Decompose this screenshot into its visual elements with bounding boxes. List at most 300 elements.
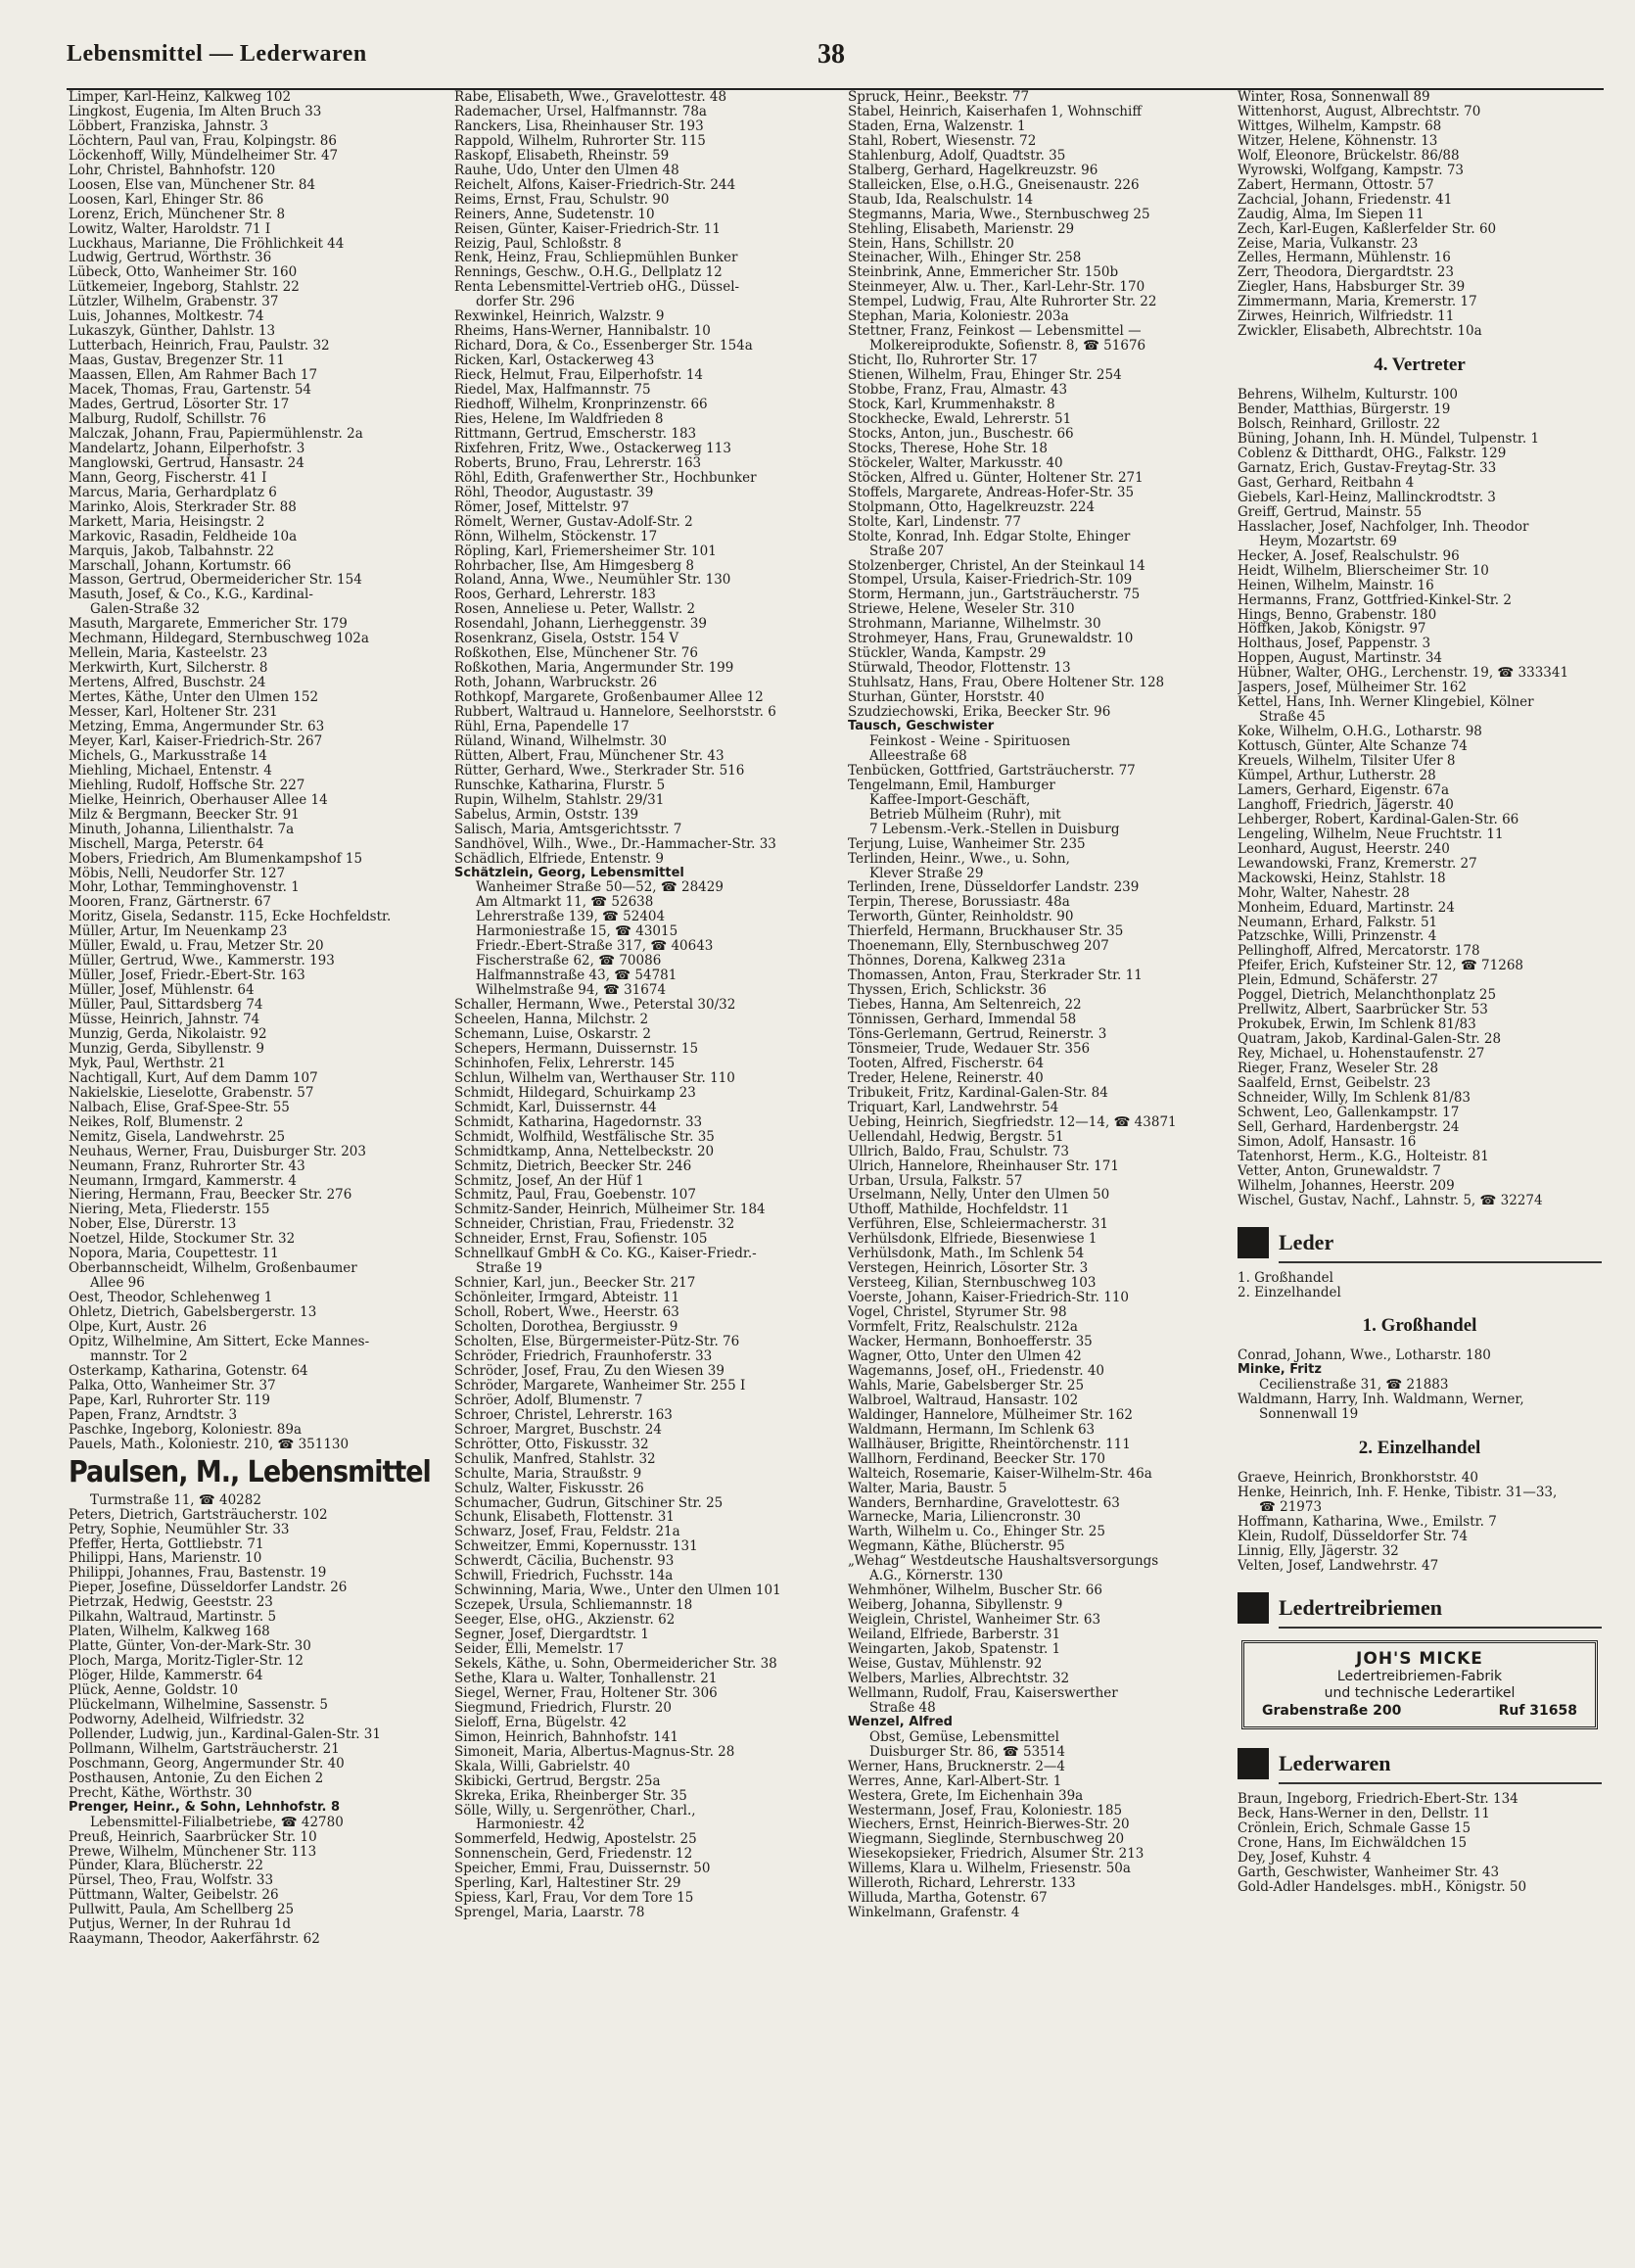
subsection-title: 1. Großhandel [1362, 1315, 1477, 1337]
list-block [1238, 1471, 1602, 1574]
list-item: Roßkothen, Else, Münchener Str. 76 [454, 646, 698, 662]
list-item: Rühl, Erna, Papendelle 17 [454, 719, 630, 734]
list-item: Poggel, Dietrich, Melanchthonplatz 25 [1238, 987, 1497, 1004]
list-item: Wolf, Eleonore, Brückelstr. 86/88 [1238, 147, 1460, 164]
list-item: Rey, Michael, u. Hohenstaufenstr. 27 [1238, 1046, 1485, 1063]
list-item: Stürwald, Theodor, Flottenstr. 13 [848, 661, 1071, 677]
list-item: Jaspers, Josef, Mülheimer Str. 162 [1238, 680, 1467, 696]
list-item: Reisen, Günter, Kaiser-Friedrich-Str. 11 [454, 221, 721, 237]
list-item: Simoneit, Maria, Albertus-Magnus-Str. 28 [454, 1744, 735, 1760]
list-item: Stempel, Ludwig, Frau, Alte Ruhrorter Str. 22 [848, 295, 1157, 310]
running-head: Lebensmittel — Lederwaren [67, 41, 367, 67]
list-item: Wyrowski, Wolfgang, Kampstr. 73 [1238, 162, 1465, 178]
list-item: Schlun, Wilhelm van, Werthauser Str. 110 [454, 1070, 735, 1086]
list-block [1238, 1792, 1602, 1895]
list-item: Quatram, Jakob, Kardinal-Galen-Str. 28 [1238, 1031, 1502, 1048]
list-item: Stocks, Anton, jun., Buschestr. 66 [848, 426, 1074, 442]
list-item: Stolzenberger, Christel, An der Steinkaul 14 [848, 558, 1145, 574]
list-item: Vormfelt, Fritz, Realschulstr. 212a [848, 1320, 1078, 1336]
list-item: Rosenkranz, Gisela, Oststr. 154 V [454, 632, 679, 647]
list-item: Tribukeit, Fritz, Kardinal-Galen-Str. 84 [848, 1085, 1108, 1101]
list-item: Terlinden, Irene, Düsseldorfer Landstr. 239 [848, 880, 1140, 896]
list-item: Zaudig, Alma, Im Siepen 11 [1238, 206, 1425, 222]
list-item: Mohr, Lothar, Temminghovenstr. 1 [69, 880, 300, 896]
list-item: Marcus, Maria, Gerhardplatz 6 [69, 485, 277, 500]
list-item: Schmitz, Paul, Frau, Goebenstr. 107 [454, 1188, 696, 1204]
list-item: Löbbert, Franziska, Jahnstr. 3 [69, 118, 268, 134]
list-item: Schmitz-Sander, Heinrich, Mülheimer Str. 184 [454, 1203, 766, 1218]
list-item: Wahls, Marie, Gabelsberger Str. 25 [848, 1378, 1085, 1394]
list-item: Minuth, Johanna, Lilienthalstr. 7a [69, 822, 295, 837]
list-item: Ludwig, Gertrud, Wörthstr. 36 [69, 251, 272, 266]
list-item: Rheims, Hans-Werner, Hannibalstr. 10 [454, 324, 711, 340]
list-item: Weiglein, Christel, Wanheimer Str. 63 [848, 1613, 1101, 1629]
list-item: Rönn, Wilhelm, Stöckenstr. 17 [454, 529, 658, 544]
list-item: Neuhaus, Werner, Frau, Duisburger Str. 203 [69, 1144, 366, 1159]
list-item: Stolte, Konrad, Inh. Edgar Stolte, Ehinger [848, 529, 1131, 544]
list-item: Stöcken, Alfred u. Günter, Holtener Str. 271 [848, 470, 1144, 486]
ad-contact [1252, 1704, 1587, 1719]
list-item: Salisch, Maria, Amtsgerichtsstr. 7 [454, 822, 682, 837]
list-item: Römelt, Werner, Gustav-Adolf-Str. 2 [454, 514, 693, 530]
list-item: Masuth, Margarete, Emmericher Str. 179 [69, 617, 348, 633]
list-item: Mobers, Friedrich, Am Blumenkampshof 15 [69, 851, 363, 867]
list-item: Zachcial, Johann, Friedenstr. 41 [1238, 191, 1453, 208]
list-item: Podworny, Adelheid, Wilfriedstr. 32 [69, 1712, 305, 1727]
list-item: Fischerstraße 62, ☎ 70086 [476, 954, 662, 969]
list-item: Stegmanns, Maria, Wwe., Sternbuschweg 25 [848, 207, 1150, 222]
list-item: Precht, Käthe, Wörthstr. 30 [69, 1785, 253, 1801]
list-item: Nopora, Maria, Coupettestr. 11 [69, 1247, 279, 1262]
list-item: Rixfehren, Fritz, Wwe., Ostackerweg 113 [454, 441, 731, 456]
list-item: Allee 96 [90, 1276, 145, 1292]
ad-phone: Ruf 31658 [1498, 1702, 1577, 1719]
list-item: „Wehag“ Westdeutsche Haushaltsversorgungs [848, 1554, 1159, 1570]
list-item: Poschmann, Georg, Angermunder Str. 40 [69, 1756, 345, 1772]
list-item: Triquart, Karl, Landwehrstr. 54 [848, 1100, 1059, 1115]
list-block [1238, 90, 1602, 339]
list-item: Wilhelmstraße 94, ☎ 31674 [476, 983, 667, 999]
list-item: Sczepek, Ursula, Schliemannstr. 18 [454, 1598, 693, 1614]
list-item: Müller, Gertrud, Wwe., Kammerstr. 193 [69, 954, 335, 969]
list-item: Tengelmann, Emil, Hamburger [848, 778, 1055, 793]
list-item: Rauhe, Udo, Unter den Ulmen 48 [454, 163, 679, 178]
list-item: Schunk, Elisabeth, Flottenstr. 31 [454, 1510, 675, 1526]
list-item: Malburg, Rudolf, Schillstr. 76 [69, 411, 266, 427]
list-item: Harmoniestraße 15, ☎ 43015 [476, 924, 678, 940]
list-item: Wilhelm, Johannes, Heerstr. 209 [1238, 1177, 1455, 1194]
list-item: Weiland, Elfriede, Barberstr. 31 [848, 1628, 1061, 1643]
list-item: Müller, Ewald, u. Frau, Metzer Str. 20 [69, 939, 324, 955]
list-item: Markett, Maria, Heisingstr. 2 [69, 514, 265, 530]
list-item: Monheim, Eduard, Martinstr. 24 [1238, 899, 1455, 916]
list-item: Püttmann, Walter, Geibelstr. 26 [69, 1888, 279, 1904]
list-item: Terlinden, Heinr., Wwe., u. Sohn, [848, 851, 1070, 867]
list-item: Milz & Bergmann, Beecker Str. 91 [69, 807, 300, 823]
list-item: Straße 19 [476, 1261, 542, 1277]
list-item: Stehling, Elisabeth, Marienstr. 29 [848, 221, 1075, 237]
list-item: Schwinning, Maria, Wwe., Unter den Ulmen 101 [454, 1583, 781, 1599]
list-item: Ploch, Marga, Moritz-Tigler-Str. 12 [69, 1654, 304, 1670]
list-item: Tenbücken, Gottfried, Gartsträucherstr. 77 [848, 763, 1136, 779]
list-item: Schmidt, Karl, Duissernstr. 44 [454, 1100, 657, 1115]
list-item: Schulte, Maria, Straußstr. 9 [454, 1466, 642, 1482]
list-item: Stoffels, Margarete, Andreas-Hofer-Str. 35 [848, 485, 1135, 500]
list-item: Mackowski, Heinz, Stahlstr. 18 [1238, 870, 1446, 886]
list-item: Sperling, Karl, Haltestiner Str. 29 [454, 1876, 681, 1892]
list-item: Sabelus, Armin, Oststr. 139 [454, 807, 639, 823]
divider [1279, 1627, 1602, 1629]
list-item: Prenger, Heinr., & Sohn, Lehnhofstr. 8 [69, 1800, 341, 1815]
list-item: Linnig, Elly, Jägerstr. 32 [1238, 1543, 1399, 1560]
list-item: Riedel, Max, Halfmannstr. 75 [454, 383, 651, 399]
list-item: Mann, Georg, Fischerstr. 41 I [69, 470, 267, 486]
list-item: Sekels, Käthe, u. Sohn, Obermeidericher Str. 38 [454, 1656, 777, 1672]
list-item: Tausch, Geschwister [848, 719, 995, 733]
list-item: Werres, Änne, Karl-Albert-Str. 1 [848, 1773, 1062, 1789]
ad-line: und technische Lederartikel [1324, 1684, 1516, 1701]
list-item: Loosen, Karl, Ehinger Str. 86 [69, 192, 264, 208]
list-item: Ries, Helene, Im Waldfrieden 8 [454, 411, 664, 427]
list-item: Winkelmann, Grafenstr. 4 [848, 1906, 1020, 1921]
list-item: Thyssen, Erich, Schlickstr. 36 [848, 983, 1047, 999]
list-item: Lützler, Wilhelm, Grabenstr. 37 [69, 295, 279, 310]
list-item: Verführen, Else, Schleiermacherstr. 31 [848, 1217, 1108, 1233]
list-item: Hübner, Walter, OHG., Lerchenstr. 19, ☎ 333341 [1238, 665, 1569, 682]
list-item: Pollender, Ludwig, jun., Kardinal-Galen-Str. 31 [69, 1726, 381, 1742]
list-item: Werner, Hans, Brucknerstr. 2—4 [848, 1759, 1066, 1774]
list-item: Duisburger Str. 86, ☎ 53514 [869, 1744, 1065, 1760]
list-item: Munzig, Gerda, Nikolaistr. 92 [69, 1027, 267, 1042]
list-item: Bolsch, Reinhard, Grillostr. 22 [1238, 416, 1441, 433]
list-item: Schröder, Margarete, Wanheimer Str. 255 I [454, 1378, 746, 1394]
list-item: Koke, Wilhelm, O.H.G., Lotharstr. 98 [1238, 724, 1482, 740]
list-item: Stock, Karl, Krummenhakstr. 8 [848, 398, 1055, 412]
list-item: Braun, Ingeborg, Friedrich-Ebert-Str. 134 [1238, 1791, 1518, 1807]
list-item: Schröer, Adolf, Blumenstr. 7 [454, 1393, 643, 1408]
list-item: Hoppen, August, Martinstr. 34 [1238, 650, 1443, 667]
list-item: Thoenemann, Elly, Sternbuschweg 207 [848, 939, 1109, 955]
list-item: Verhülsdonk, Elfriede, Biesenwiese 1 [848, 1232, 1098, 1248]
ad-company: JOH'S MICKE [1356, 1648, 1483, 1669]
list-item: Müller, Artur, Im Neuenkamp 23 [69, 924, 288, 940]
list-item: Mooren, Franz, Gärtnerstr. 67 [69, 895, 271, 911]
list-item: Zerr, Theodora, Diergardtstr. 23 [1238, 264, 1454, 281]
list-item: Vogel, Christel, Styrumer Str. 98 [848, 1305, 1067, 1321]
list-item: Willeroth, Richard, Lehrerstr. 133 [848, 1876, 1076, 1892]
list-item: Klever Straße 29 [869, 866, 984, 881]
list-item: Skala, Willi, Gabrielstr. 40 [454, 1759, 631, 1774]
list-item: Rademacher, Ursel, Halfmannstr. 78a [454, 104, 707, 119]
list-item: Stalberg, Gerhard, Hagelkreuzstr. 96 [848, 163, 1098, 178]
list-item: Wanders, Bernhardine, Gravelottestr. 63 [848, 1495, 1120, 1511]
list-item: Pfeifer, Erich, Kufsteiner Str. 12, ☎ 71268 [1238, 958, 1523, 974]
list-item: Waldmann, Hermann, Im Schlenk 63 [848, 1422, 1096, 1438]
list-item: Renta Lebensmittel-Vertrieb oHG., Düssel- [454, 280, 740, 296]
list-item: Zech, Karl-Eugen, Kaßlerfelder Str. 60 [1238, 220, 1497, 237]
list-item: Pullwitt, Paula, Am Schellberg 25 [69, 1903, 295, 1918]
list-item: Schnellkauf GmbH & Co. KG., Kaiser-Friedr.- [454, 1247, 757, 1262]
advertisement-box [1241, 1640, 1598, 1729]
list-item: Rubbert, Waltraud u. Hannelore, Seelhorststr. 6 [454, 705, 776, 720]
list-item: Maassen, Ellen, Am Rahmer Bach 17 [69, 368, 318, 384]
list-item: Schmitz, Josef, An der Hüf 1 [454, 1173, 644, 1189]
list-item: Oberbannscheidt, Wilhelm, Großenbaumer [69, 1261, 357, 1277]
list-item: Westermann, Josef, Frau, Koloniestr. 185 [848, 1803, 1123, 1819]
list-item: Beck, Hans-Werner in den, Dellstr. 11 [1238, 1805, 1490, 1821]
list-item: Scheelen, Hanna, Milchstr. 2 [454, 1013, 649, 1027]
list-item: Roßkothen, Maria, Angermunder Str. 199 [454, 661, 734, 677]
list-item: Kottusch, Günter, Alte Schanze 74 [1238, 738, 1468, 755]
divider [1279, 1261, 1602, 1263]
list-item: Wanheimer Straße 50—52, ☎ 28429 [476, 880, 724, 896]
list-item: Nemitz, Gisela, Landwehrstr. 25 [69, 1129, 286, 1145]
list-item: Wallhorn, Ferdinand, Beecker Str. 170 [848, 1451, 1105, 1467]
list-item: Prellwitz, Albert, Saarbrücker Str. 53 [1238, 1002, 1488, 1018]
list-item: Simon, Adolf, Hansastr. 16 [1238, 1133, 1417, 1150]
list-item: Merkwirth, Kurt, Silcherstr. 8 [69, 661, 268, 677]
list-item: Schaller, Hermann, Wwe., Peterstal 30/32 [454, 998, 736, 1014]
list-item: Minke, Fritz [1238, 1362, 1322, 1378]
list-item: Schroer, Christel, Lehrerstr. 163 [454, 1407, 673, 1423]
column-4 [1238, 90, 1602, 2268]
list-item: Luis, Johannes, Moltkestr. 74 [69, 309, 264, 325]
list-item: Halfmannstraße 43, ☎ 54781 [476, 969, 677, 984]
list-item: Spruck, Heinr., Beekstr. 77 [848, 90, 1030, 105]
list-item: Ohletz, Dietrich, Gabelsbergerstr. 13 [69, 1305, 317, 1321]
list-item: Uellendahl, Hedwig, Bergstr. 51 [848, 1129, 1064, 1145]
list-item: Tönnissen, Gerhard, Immendal 58 [848, 1013, 1077, 1027]
list-item: Raskopf, Elisabeth, Rheinstr. 59 [454, 148, 670, 164]
list-item: Schönleiter, Irmgard, Abteistr. 11 [454, 1291, 680, 1306]
list-item: Niering, Hermann, Frau, Beecker Str. 276 [69, 1188, 352, 1204]
list-item: Welbers, Marlies, Albrechtstr. 32 [848, 1671, 1070, 1686]
list-item: Schnier, Karl, jun., Beecker Str. 217 [454, 1276, 696, 1292]
list-item: Mades, Gertrud, Lösorter Str. 17 [69, 398, 290, 412]
section-marker-icon [1238, 1592, 1269, 1624]
list-item: Pfeffer, Herta, Gottliebstr. 71 [69, 1536, 264, 1552]
list-item: Wagner, Otto, Unter den Ulmen 42 [848, 1348, 1082, 1364]
list-item: Heidt, Wilhelm, Blierscheimer Str. 10 [1238, 562, 1489, 579]
list-item: Roos, Gerhard, Lehrerstr. 183 [454, 588, 656, 603]
list-item: Scholten, Dorothea, Bergiusstr. 9 [454, 1320, 678, 1336]
list-item: Pape, Karl, Ruhrorter Str. 119 [69, 1393, 270, 1408]
list-item: Noetzel, Hilde, Stockumer Str. 32 [69, 1232, 296, 1248]
list-item: Heym, Mozartstr. 69 [1259, 533, 1397, 549]
list-item: Molkereiprodukte, Sofienstr. 8, ☎ 51676 [869, 339, 1146, 354]
list-item: Schweitzer, Emmi, Kopernusstr. 131 [454, 1539, 698, 1555]
list-item: Bender, Matthias, Bürgerstr. 19 [1238, 402, 1451, 418]
list-item: Steinacher, Wilh., Ehinger Str. 258 [848, 251, 1082, 266]
list-item: Schulik, Manfred, Stahlstr. 32 [454, 1451, 656, 1467]
list-item: Wiesekopsieker, Friedrich, Alsumer Str. 213 [848, 1847, 1144, 1863]
list-item: Voerste, Johann, Kaiser-Friedrich-Str. 110 [848, 1291, 1129, 1306]
list-item: Sprengel, Maria, Laarstr. 78 [454, 1906, 645, 1921]
list-item: Rütten, Albert, Frau, Münchener Str. 43 [454, 748, 724, 764]
list-item: Reiners, Änne, Sudetenstr. 10 [454, 207, 655, 222]
list-item: Meyer, Karl, Kaiser-Friedrich-Str. 267 [69, 733, 323, 749]
list-item: Storm, Hermann, jun., Gartsträucherstr. 75 [848, 588, 1141, 603]
list-item: Schroer, Margret, Buschstr. 24 [454, 1422, 662, 1438]
section-ledertreibriemen [1238, 1591, 1602, 1625]
list-item: Conrad, Johann, Wwe., Lotharstr. 180 [1238, 1348, 1491, 1364]
page-header [67, 37, 1604, 90]
list-item: Schwerdt, Cäcilia, Buchenstr. 93 [454, 1554, 675, 1570]
list-item: Rohrbacher, Ilse, Am Himgesberg 8 [454, 558, 694, 574]
list-item: Verhülsdonk, Math., Im Schlenk 54 [848, 1247, 1085, 1262]
list-item: Lehrerstraße 139, ☎ 52404 [476, 910, 666, 925]
list-item: Moritz, Gisela, Sedanstr. 115, Ecke Hochfeldstr. [69, 910, 392, 925]
list-item: Müller, Josef, Mühlenstr. 64 [69, 983, 255, 999]
section-title: Leder [1279, 1229, 1334, 1254]
list-item: Plöger, Hilde, Kammerstr. 64 [69, 1669, 263, 1684]
list-item: Michels, G., Markusstraße 14 [69, 748, 267, 764]
list-item: Müller, Paul, Sittardsberg 74 [69, 998, 263, 1014]
list-item: Ullrich, Baldo, Frau, Schulstr. 73 [848, 1144, 1070, 1159]
list-item: Limper, Karl-Heinz, Kalkweg 102 [69, 90, 292, 105]
list-item: Walbroel, Waltraud, Hansastr. 102 [848, 1393, 1079, 1408]
list-item: Lutterbach, Heinrich, Frau, Paulstr. 32 [69, 339, 330, 354]
list-item: Osterkamp, Katharina, Gotenstr. 64 [69, 1363, 308, 1379]
list-block [1238, 1271, 1602, 1300]
list-item: Schröder, Josef, Frau, Zu den Wiesen 39 [454, 1363, 724, 1379]
list-item: Tönsmeier, Trude, Wedauer Str. 356 [848, 1041, 1091, 1057]
list-item: Hasslacher, Josef, Nachfolger, Inh. Theodor [1238, 518, 1529, 535]
list-item: Macek, Thomas, Frau, Gartenstr. 54 [69, 383, 311, 399]
list-item: Kettel, Hans, Inh. Werner Klingebiel, Kölner [1238, 694, 1534, 711]
list-item: Mandelartz, Johann, Eilperhofstr. 3 [69, 441, 305, 456]
list-item: Lewandowski, Franz, Kremerstr. 27 [1238, 855, 1477, 872]
list-item: Ziegler, Hans, Habsburger Str. 39 [1238, 279, 1466, 296]
list-item: Marquis, Jakob, Talbahnstr. 22 [69, 543, 274, 559]
list-item: Straße 45 [1259, 709, 1326, 726]
list-item: Urselmann, Nelly, Unter den Ulmen 50 [848, 1188, 1110, 1204]
list-item: Philippi, Hans, Marienstr. 10 [69, 1551, 262, 1567]
list-item: Thomassen, Anton, Frau, Sterkrader Str. 11 [848, 969, 1143, 984]
list-item: Willuda, Martha, Gotenstr. 67 [848, 1891, 1048, 1907]
list-item: Gold-Adler Handelsges. mbH., Königstr. 50 [1238, 1878, 1527, 1895]
list-item: Masuth, Josef, & Co., K.G., Kardinal- [69, 588, 313, 603]
list-item: Neumann, Franz, Ruhrorter Str. 43 [69, 1158, 305, 1174]
list-item: Versteeg, Kilian, Sternbuschweg 103 [848, 1276, 1097, 1292]
list-item: Stolpmann, Otto, Hagelkreuzstr. 224 [848, 499, 1096, 515]
list-item: Löchtern, Paul van, Frau, Kolpingstr. 86 [69, 133, 337, 149]
list-item: Roland, Anna, Wwe., Neumühler Str. 130 [454, 573, 731, 589]
list-item: Schädlich, Elfriede, Entenstr. 9 [454, 851, 664, 867]
list-item: Terjung, Luise, Wanheimer Str. 235 [848, 836, 1086, 852]
list-item: Lingkost, Eugenia, Im Alten Bruch 33 [69, 104, 322, 119]
list-item: Markovic, Rasadin, Feldheide 10a [69, 529, 298, 544]
list-item: Rieck, Helmut, Frau, Eilperhofstr. 14 [454, 368, 704, 384]
list-item: Schumacher, Gudrun, Gitschiner Str. 25 [454, 1495, 724, 1511]
list-item: Straße 48 [869, 1700, 936, 1716]
list-item: Garth, Geschwister, Wanheimer Str. 43 [1238, 1864, 1500, 1880]
list-item: Mertes, Käthe, Unter den Ulmen 152 [69, 690, 319, 706]
list-item: Schulz, Walter, Fiskusstr. 26 [454, 1481, 644, 1496]
list-item: 7 Lebensm.-Verk.-Stellen in Duisburg [869, 822, 1120, 837]
list-item: Zeise, Maria, Vulkanstr. 23 [1238, 235, 1419, 252]
list-item: Waldmann, Harry, Inh. Waldmann, Werner, [1238, 1392, 1524, 1408]
list-item: Neumann, Irmgard, Kammerstr. 4 [69, 1173, 297, 1189]
list-item: Nober, Else, Dürerstr. 13 [69, 1217, 237, 1233]
list-item: Stöckeler, Walter, Markusstr. 40 [848, 455, 1063, 471]
list-item: Stocks, Therese, Hohe Str. 18 [848, 441, 1048, 456]
list-item: Neumann, Erhard, Falkstr. 51 [1238, 914, 1438, 930]
list-item: Sonnenschein, Gerd, Friedenstr. 12 [454, 1847, 693, 1863]
list-item: Schwill, Friedrich, Fuchsstr. 14a [454, 1569, 674, 1584]
list-item: Warnecke, Maria, Liliencronstr. 30 [848, 1510, 1081, 1526]
list-item: Schneider, Christian, Frau, Friedenstr. 32 [454, 1217, 735, 1233]
list-item: Zimmermann, Maria, Kremerstr. 17 [1238, 294, 1477, 310]
list-item: Schmidt, Katharina, Hagedornstr. 33 [454, 1114, 703, 1130]
list-item: Turmstraße 11, ☎ 40282 [90, 1492, 261, 1508]
list-item: Riedhoff, Wilhelm, Kronprinzenstr. 66 [454, 398, 708, 412]
list-item: Stompel, Ursula, Kaiser-Friedrich-Str. 109 [848, 573, 1133, 589]
list-item: Nakielskie, Lieselotte, Grabenstr. 57 [69, 1085, 314, 1101]
list-item: Wagemanns, Josef, oH., Friedenstr. 40 [848, 1363, 1104, 1379]
list-item: Witzer, Helene, Köhnenstr. 13 [1238, 132, 1438, 149]
column-1 [69, 90, 433, 2268]
list-item: Stienen, Wilhelm, Frau, Ehinger Str. 254 [848, 368, 1122, 384]
list-item: Stalleicken, Else, o.H.G., Gneisenaustr. 226 [848, 177, 1140, 193]
list-item: Schmidt, Hildegard, Schuirkamp 23 [454, 1085, 696, 1101]
list-item: Dey, Josef, Kuhstr. 4 [1238, 1849, 1372, 1866]
list-item: Schwent, Leo, Gallenkampstr. 17 [1238, 1104, 1460, 1120]
list-item: Schinhofen, Felix, Lehrerstr. 145 [454, 1056, 676, 1071]
list-item: Möbis, Nelli, Neudorfer Str. 127 [69, 866, 286, 881]
list-item: Röhl, Theodor, Augustastr. 39 [454, 485, 654, 500]
list-item: Skibicki, Gertrud, Bergstr. 25a [454, 1773, 661, 1789]
list-item: Prokubek, Erwin, Im Schlenk 81/83 [1238, 1016, 1476, 1033]
list-item: Zwickler, Elisabeth, Albrechtstr. 10a [1238, 323, 1482, 340]
list-item: Uebing, Heinrich, Siegfriedstr. 12—14, ☎ 43871 [848, 1114, 1177, 1130]
list-item: Kaffee-Import-Geschäft, [869, 792, 1031, 808]
list-item: Roberts, Bruno, Frau, Lehrerstr. 163 [454, 455, 702, 471]
list-item: Mechmann, Hildegard, Sternbuschweg 102a [69, 632, 369, 647]
list-item: mannstr. Tor 2 [90, 1348, 188, 1364]
list-item: Posthausen, Antonie, Zu den Eichen 2 [69, 1771, 324, 1786]
list-item: Tooten, Alfred, Fischerstr. 64 [848, 1056, 1045, 1071]
list-item: Rabe, Elisabeth, Wwe., Gravelottestr. 48 [454, 90, 727, 105]
list-item: Walteich, Rosemarie, Kaiser-Wilhelm-Str. 46a [848, 1466, 1152, 1482]
list-item: Zirwes, Heinrich, Wilfriedstr. 11 [1238, 308, 1455, 325]
list-item: Kümpel, Arthur, Lutherstr. 28 [1238, 767, 1436, 783]
list-item: Mielke, Heinrich, Oberhauser Allee 14 [69, 792, 328, 808]
list-item: Lukaszyk, Günther, Dahlstr. 13 [69, 324, 276, 340]
list-item: Hings, Benno, Grabenstr. 180 [1238, 606, 1437, 623]
list-item: Nachtigall, Kurt, Auf dem Damm 107 [69, 1070, 318, 1086]
section-marker-icon [1238, 1227, 1269, 1258]
divider [1279, 1782, 1602, 1784]
list-item: Petry, Sophie, Neumühler Str. 33 [69, 1522, 290, 1537]
list-item: Olpe, Kurt, Austr. 26 [69, 1320, 208, 1336]
list-item: Schepers, Hermann, Duissernstr. 15 [454, 1041, 699, 1057]
list-item: Graeve, Heinrich, Bronkhorststr. 40 [1238, 1471, 1478, 1487]
list-item: Hermanns, Franz, Gottfried-Kinkel-Str. 2 [1238, 591, 1512, 608]
list-item: Staub, Ida, Realschulstr. 14 [848, 192, 1034, 208]
list-item: Lütkemeier, Ingeborg, Stahlstr. 22 [69, 280, 300, 296]
list-item: Vetter, Anton, Grunewaldstr. 7 [1238, 1162, 1441, 1179]
list-item: Segner, Josef, Diergardtstr. 1 [454, 1628, 649, 1643]
list-item: Stahlenburg, Adolf, Quadtstr. 35 [848, 148, 1066, 164]
list-item: Reims, Ernst, Frau, Schulstr. 90 [454, 192, 670, 208]
list-item: Obst, Gemüse, Lebensmittel [869, 1729, 1059, 1745]
list-item: Behrens, Wilhelm, Kulturstr. 100 [1238, 388, 1458, 403]
list-item: Steinmeyer, Alw. u. Ther., Karl-Lehr-Str. 170 [848, 280, 1145, 296]
section-marker-icon [1238, 1748, 1269, 1779]
list-item: Myk, Paul, Werthstr. 21 [69, 1056, 226, 1071]
list-item: Roth, Johann, Warbruckstr. 26 [454, 676, 658, 691]
